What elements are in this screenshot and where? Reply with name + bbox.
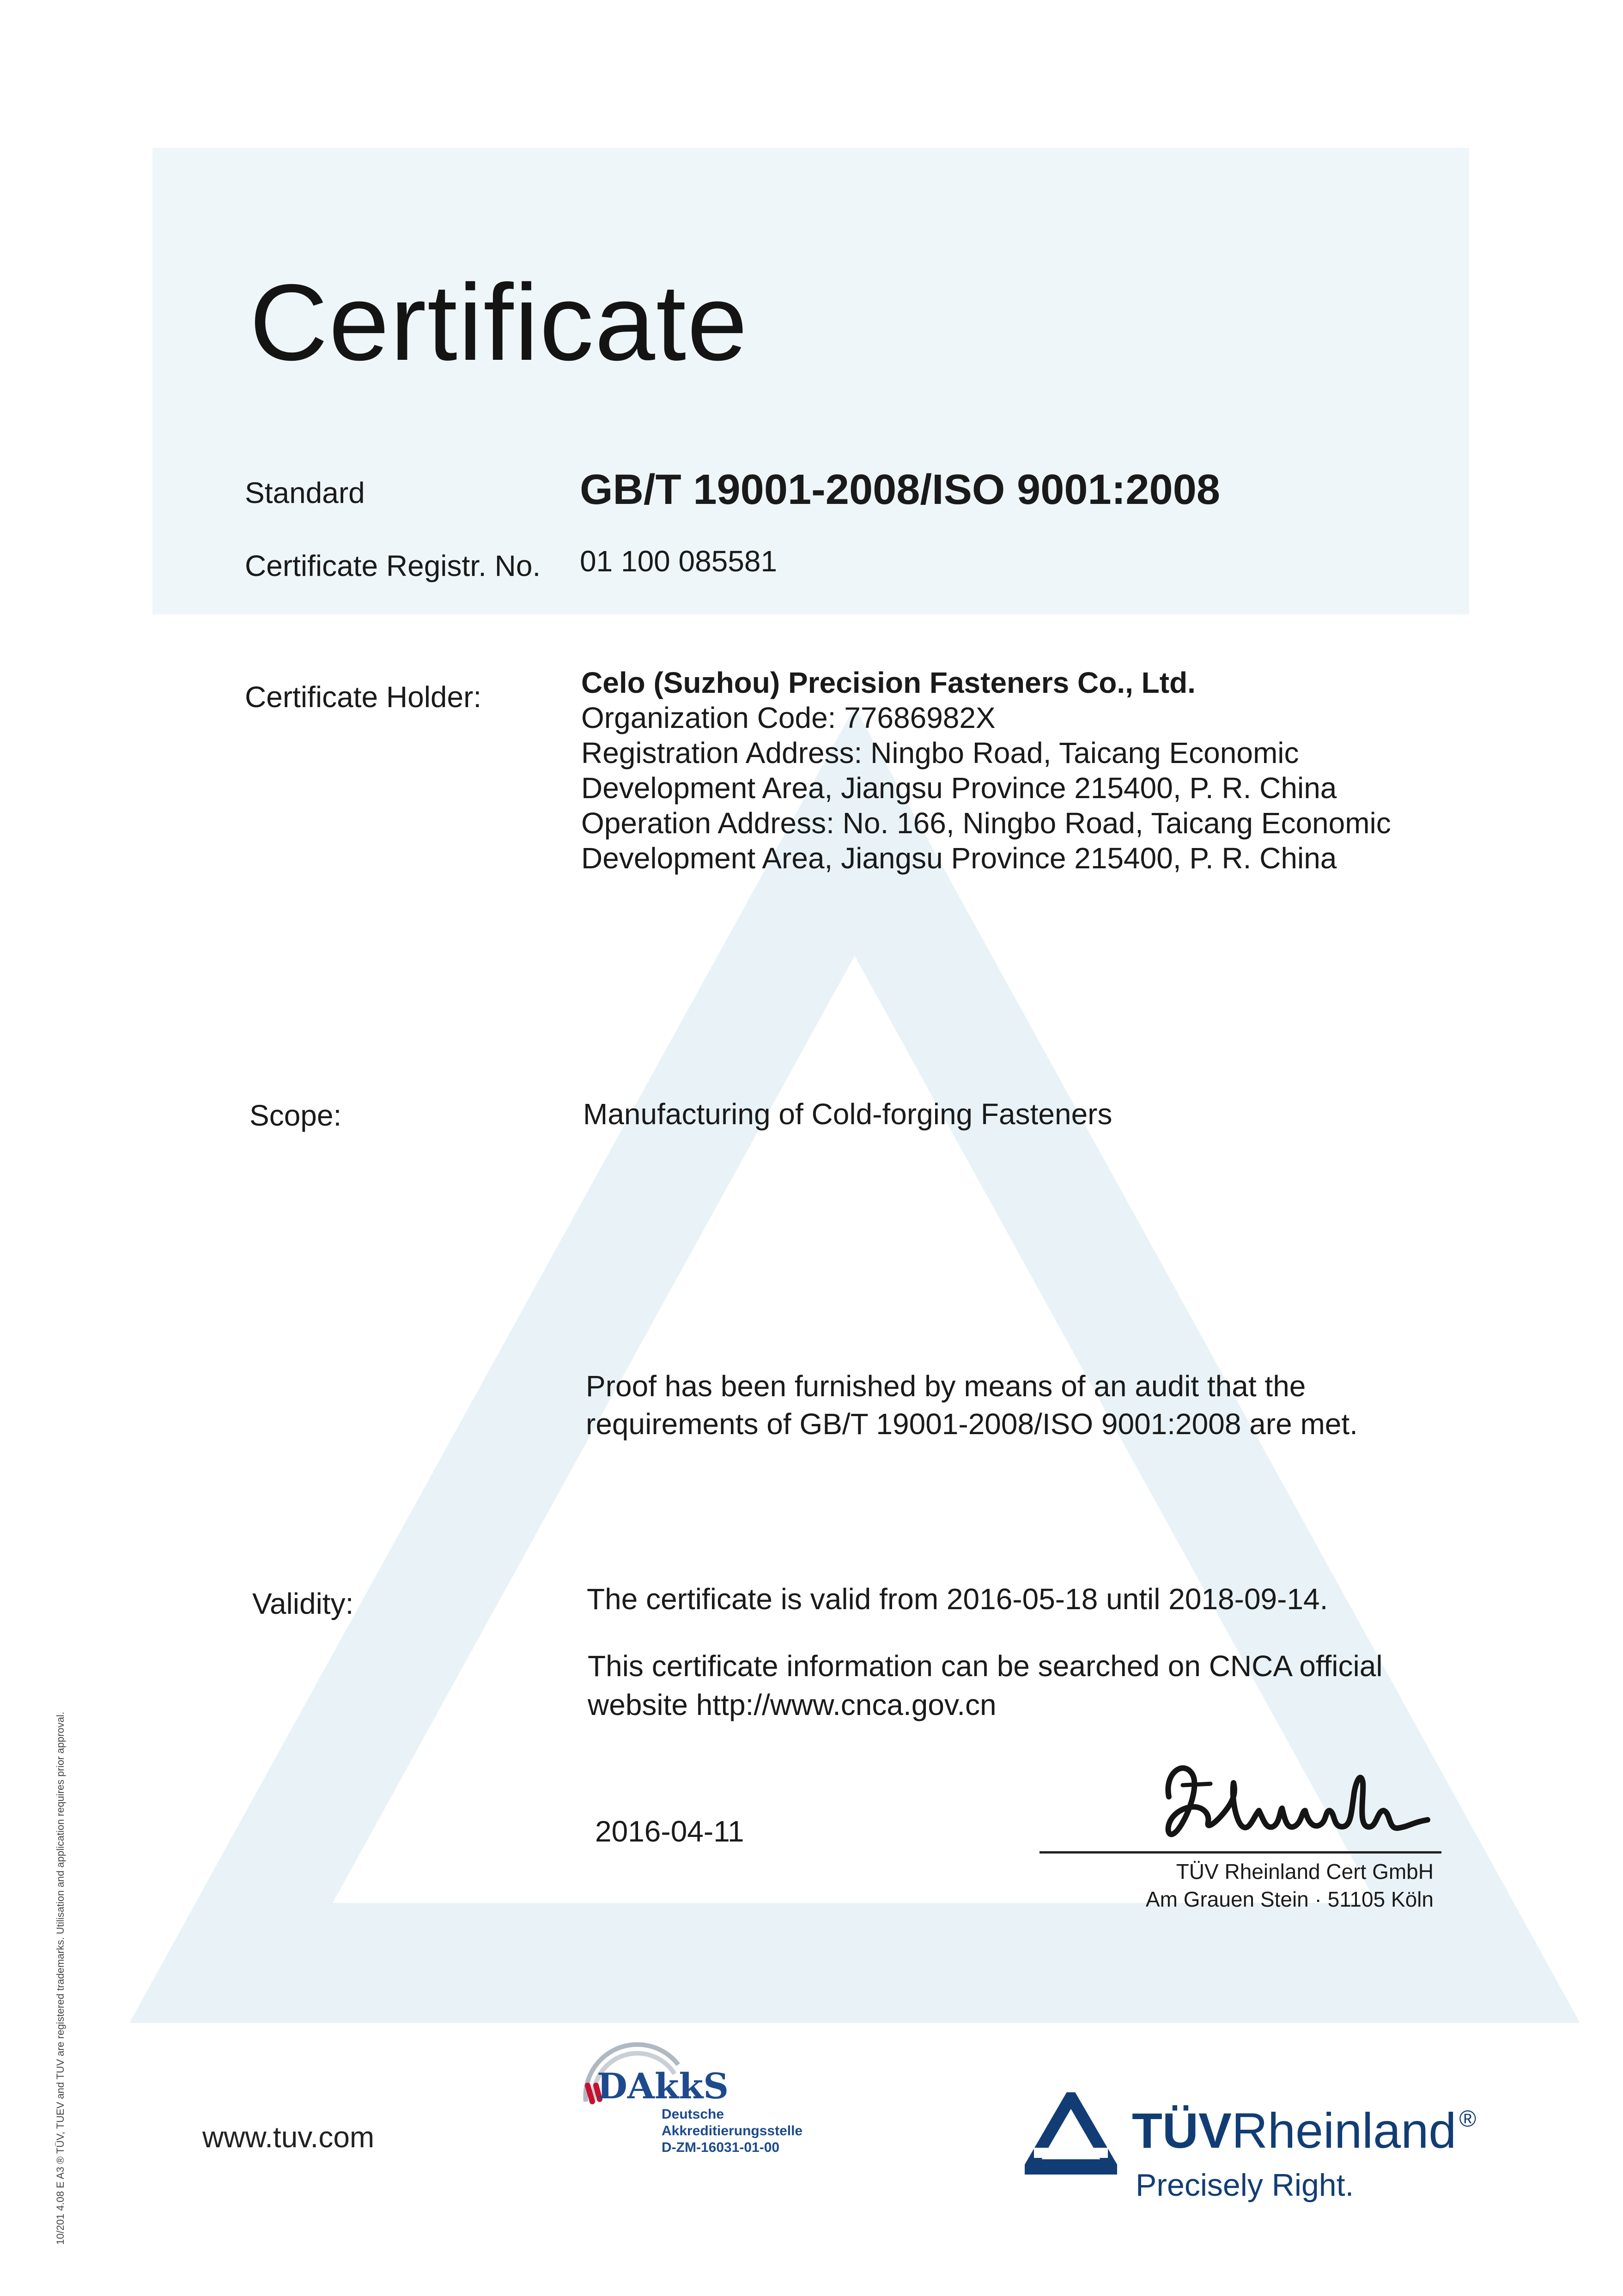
dakks-line: Akkreditierungsstelle: [662, 2123, 803, 2138]
issue-date: 2016-04-11: [595, 1815, 744, 1848]
issuer-name: TÜV Rheinland Cert GmbH: [1176, 1860, 1434, 1884]
tuv-wordmark: [1132, 2102, 1476, 2159]
holder-label: Certificate Holder:: [245, 680, 482, 714]
cnca-line: This certificate information can be searched on CNCA official: [588, 1649, 1383, 1683]
cnca-line: website http://www.cnca.gov.cn: [588, 1688, 997, 1721]
holder-line: Registration Address: Ningbo Road, Taicang Economic: [581, 736, 1299, 769]
validity-statement: The certificate is valid from 2016-05-18 until 2018-09-14.: [587, 1582, 1328, 1616]
certificate-title: Certificate: [249, 261, 748, 383]
scope-label: Scope:: [249, 1099, 342, 1132]
scope-value: Manufacturing of Cold-forging Fasteners: [583, 1097, 1112, 1131]
holder-line: Organization Code: 77686982X: [581, 701, 996, 734]
registration-value: 01 100 085581: [580, 545, 778, 578]
cnca-note: [588, 1647, 1383, 1724]
holder-line: Development Area, Jiangsu Province 215400, P. R. China: [581, 771, 1337, 805]
signature-line: [1039, 1851, 1441, 1854]
holder-name: Celo (Suzhou) Precision Fasteners Co., Ltd.: [581, 666, 1196, 699]
tuv-slogan: Precisely Right.: [1136, 2168, 1354, 2203]
dakks-logo: [554, 2023, 850, 2175]
standard-label: Standard: [245, 476, 365, 509]
tuv-regular: Rheinland: [1232, 2102, 1457, 2158]
dakks-line: D-ZM-16031-01-00: [662, 2140, 780, 2155]
proof-line: requirements of GB/T 19001-2008/ISO 9001:2008 are met.: [586, 1407, 1358, 1441]
registered-mark: ®: [1459, 2106, 1477, 2132]
website-link[interactable]: www.tuv.com: [202, 2120, 375, 2154]
standard-value: GB/T 19001-2008/ISO 9001:2008: [580, 466, 1221, 513]
holder-details: [581, 665, 1436, 876]
issuer-address: Am Grauen Stein · 51105 Köln: [1145, 1887, 1434, 1911]
proof-line: Proof has been furnished by means of an audit that the: [586, 1369, 1306, 1403]
side-trademark-note: 10/201 4.08 E A3 ® TÜV, TUEV and TUV are registered trademarks. Utilisation and application requires prior approval.: [55, 1712, 66, 2245]
registration-label: Certificate Registr. No.: [245, 549, 541, 582]
tuv-triangle-icon: [1025, 2092, 1117, 2175]
proof-statement: [586, 1367, 1358, 1443]
holder-line: Development Area, Jiangsu Province 215400, P. R. China: [581, 842, 1337, 875]
validity-label: Validity:: [252, 1587, 354, 1620]
dakks-name: DAkkS: [597, 2066, 729, 2107]
holder-line: Operation Address: No. 166, Ningbo Road, Taicang Economic: [581, 806, 1391, 840]
signature: [1155, 1741, 1460, 1848]
tuv-bold: TÜV: [1132, 2102, 1232, 2158]
tuv-rheinland-logo: [1025, 2083, 1487, 2222]
dakks-line: Deutsche: [662, 2107, 724, 2122]
issuer-block: [1146, 1858, 1434, 1913]
dakks-subtitle: [662, 2106, 802, 2156]
